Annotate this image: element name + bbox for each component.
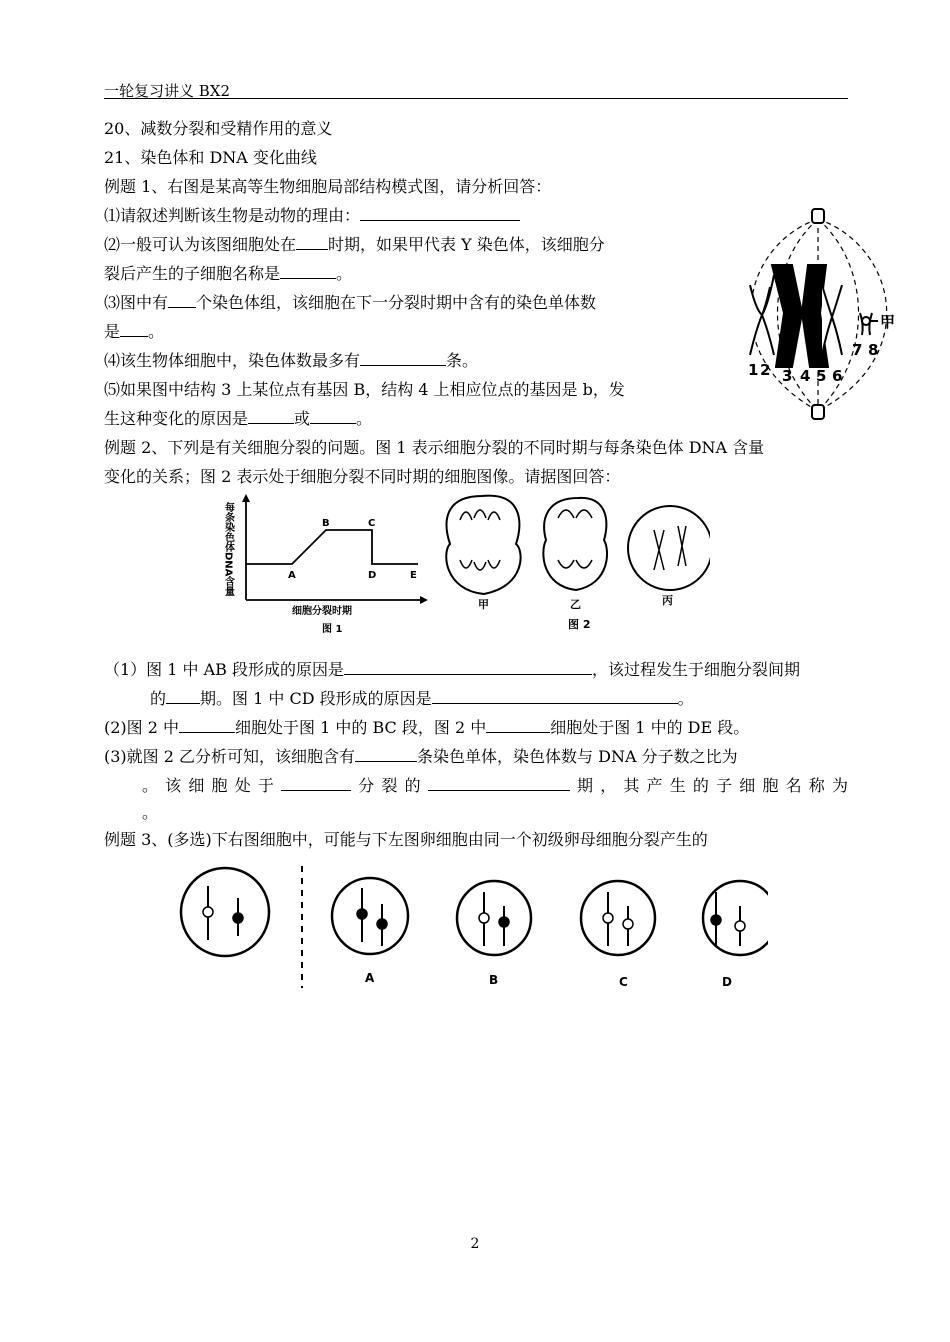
fig1-label: 1: [748, 361, 759, 379]
fig1-label: 8: [868, 341, 879, 359]
q2-3-cont: 。该细胞处于 分裂的 期，其产生的子细胞名称为: [142, 776, 848, 795]
option-label: C: [619, 975, 628, 989]
q2-3: (3)就图 2 乙分析可知，该细胞含有 条染色单体，染色体数与 DNA 分子数之比为: [104, 747, 738, 766]
answer-blank[interactable]: [168, 293, 196, 308]
fig1-label: 7: [852, 341, 863, 359]
answer-blank[interactable]: [360, 351, 446, 366]
answer-blank[interactable]: [166, 689, 200, 704]
q1-2-cont: 裂后产生的子细胞名称是 。: [104, 264, 353, 283]
answer-blank[interactable]: [344, 660, 592, 675]
option-label: D: [722, 975, 732, 989]
q1-5-cont: 生这种变化的原因是 或 。: [104, 409, 373, 428]
point-label: C: [368, 518, 376, 529]
egg-cells-figure: [172, 862, 768, 992]
dna-curve-figure: [222, 492, 434, 640]
fig2-xlabel: 细胞分裂时期: [292, 606, 352, 617]
q1-4: ⑷该生物体细胞中，染色体数最多有 条。: [104, 351, 479, 370]
point-label: B: [322, 518, 330, 529]
header-rule: [104, 98, 848, 99]
example-3: 例题 3、(多选)下右图细胞中，可能与下左图卵细胞由同一个初级卵母细胞分裂产生的: [104, 830, 708, 849]
example-2-line-2: 变化的关系；图 2 表示处于细胞分裂不同时期的细胞图像。请据图回答：: [104, 467, 621, 486]
answer-blank[interactable]: [296, 235, 328, 250]
fig1-label: 5: [816, 367, 827, 385]
fig1-label: 4: [800, 367, 811, 385]
q1-5: ⑸如果图中结构 3 上某位点有基因 B，结构 4 上相应位点的基因是 b，发: [104, 380, 625, 399]
q1-1: ⑴请叙述判断该生物是动物的理由：: [104, 206, 520, 226]
answer-blank[interactable]: [360, 206, 520, 221]
cell-division-figure: [722, 205, 918, 423]
answer-blank[interactable]: [432, 689, 678, 704]
fig2-ylabel: 每条染色体DNA含量: [222, 502, 234, 597]
answer-blank[interactable]: [281, 776, 351, 791]
cell-images-figure: [440, 490, 710, 640]
answer-blank[interactable]: [280, 264, 336, 279]
cell-label: 甲: [478, 598, 489, 611]
cell-label: 丙: [662, 594, 673, 607]
answer-blank[interactable]: [248, 409, 294, 424]
line-20: 20、减数分裂和受精作用的意义: [104, 119, 333, 138]
fig2-caption-1: 图 1: [322, 624, 343, 635]
q2-2: (2)图 2 中 细胞处于图 1 中的 BC 段，图 2 中 细胞处于图 1 中的 DE 段。: [104, 718, 750, 737]
example-1-title: 例题 1、右图是某高等生物细胞局部结构模式图，请分析回答：: [104, 177, 552, 196]
line-21: 21、染色体和 DNA 变化曲线: [104, 148, 317, 167]
fig1-label: 6: [832, 367, 843, 385]
fig1-label: 3: [782, 367, 793, 385]
q1-3: ⑶图中有 个染色体组，该细胞在下一分裂时期中含有的染色单体数: [104, 293, 597, 312]
page-number: 2: [470, 1236, 480, 1252]
q2-1: （1）图 1 中 AB 段形成的原因是 ，该过程发生于细胞分裂间期: [104, 660, 801, 679]
example-2-line-1: 例题 2、下列是有关细胞分裂的问题。图 1 表示细胞分裂的不同时期与每条染色体 DNA 含量: [104, 438, 765, 457]
q2-3-end: 。: [142, 803, 159, 822]
option-label: B: [489, 973, 499, 987]
fig1-label: 2: [760, 361, 771, 379]
header-title: 一轮复习讲义 BX2: [104, 82, 231, 100]
answer-blank[interactable]: [355, 747, 417, 762]
answer-blank[interactable]: [120, 322, 148, 337]
point-label: A: [288, 570, 296, 581]
q1-3-cont: 是 。: [104, 322, 165, 341]
point-label: D: [368, 570, 377, 581]
fig2-caption-2: 图 2: [568, 618, 591, 631]
answer-blank[interactable]: [428, 776, 570, 791]
q1-2: ⑵一般可认为该图细胞处在 时期，如果甲代表 Y 染色体，该细胞分: [104, 235, 605, 254]
cell-label: 乙: [570, 598, 581, 611]
q2-1-cont: 的 期。图 1 中 CD 段形成的原因是 。: [150, 689, 694, 708]
answer-blank[interactable]: [486, 718, 550, 733]
answer-blank[interactable]: [310, 409, 356, 424]
point-label: E: [410, 570, 417, 581]
option-label: A: [365, 971, 375, 985]
fig1-label: 甲: [880, 313, 896, 331]
answer-blank[interactable]: [179, 718, 235, 733]
